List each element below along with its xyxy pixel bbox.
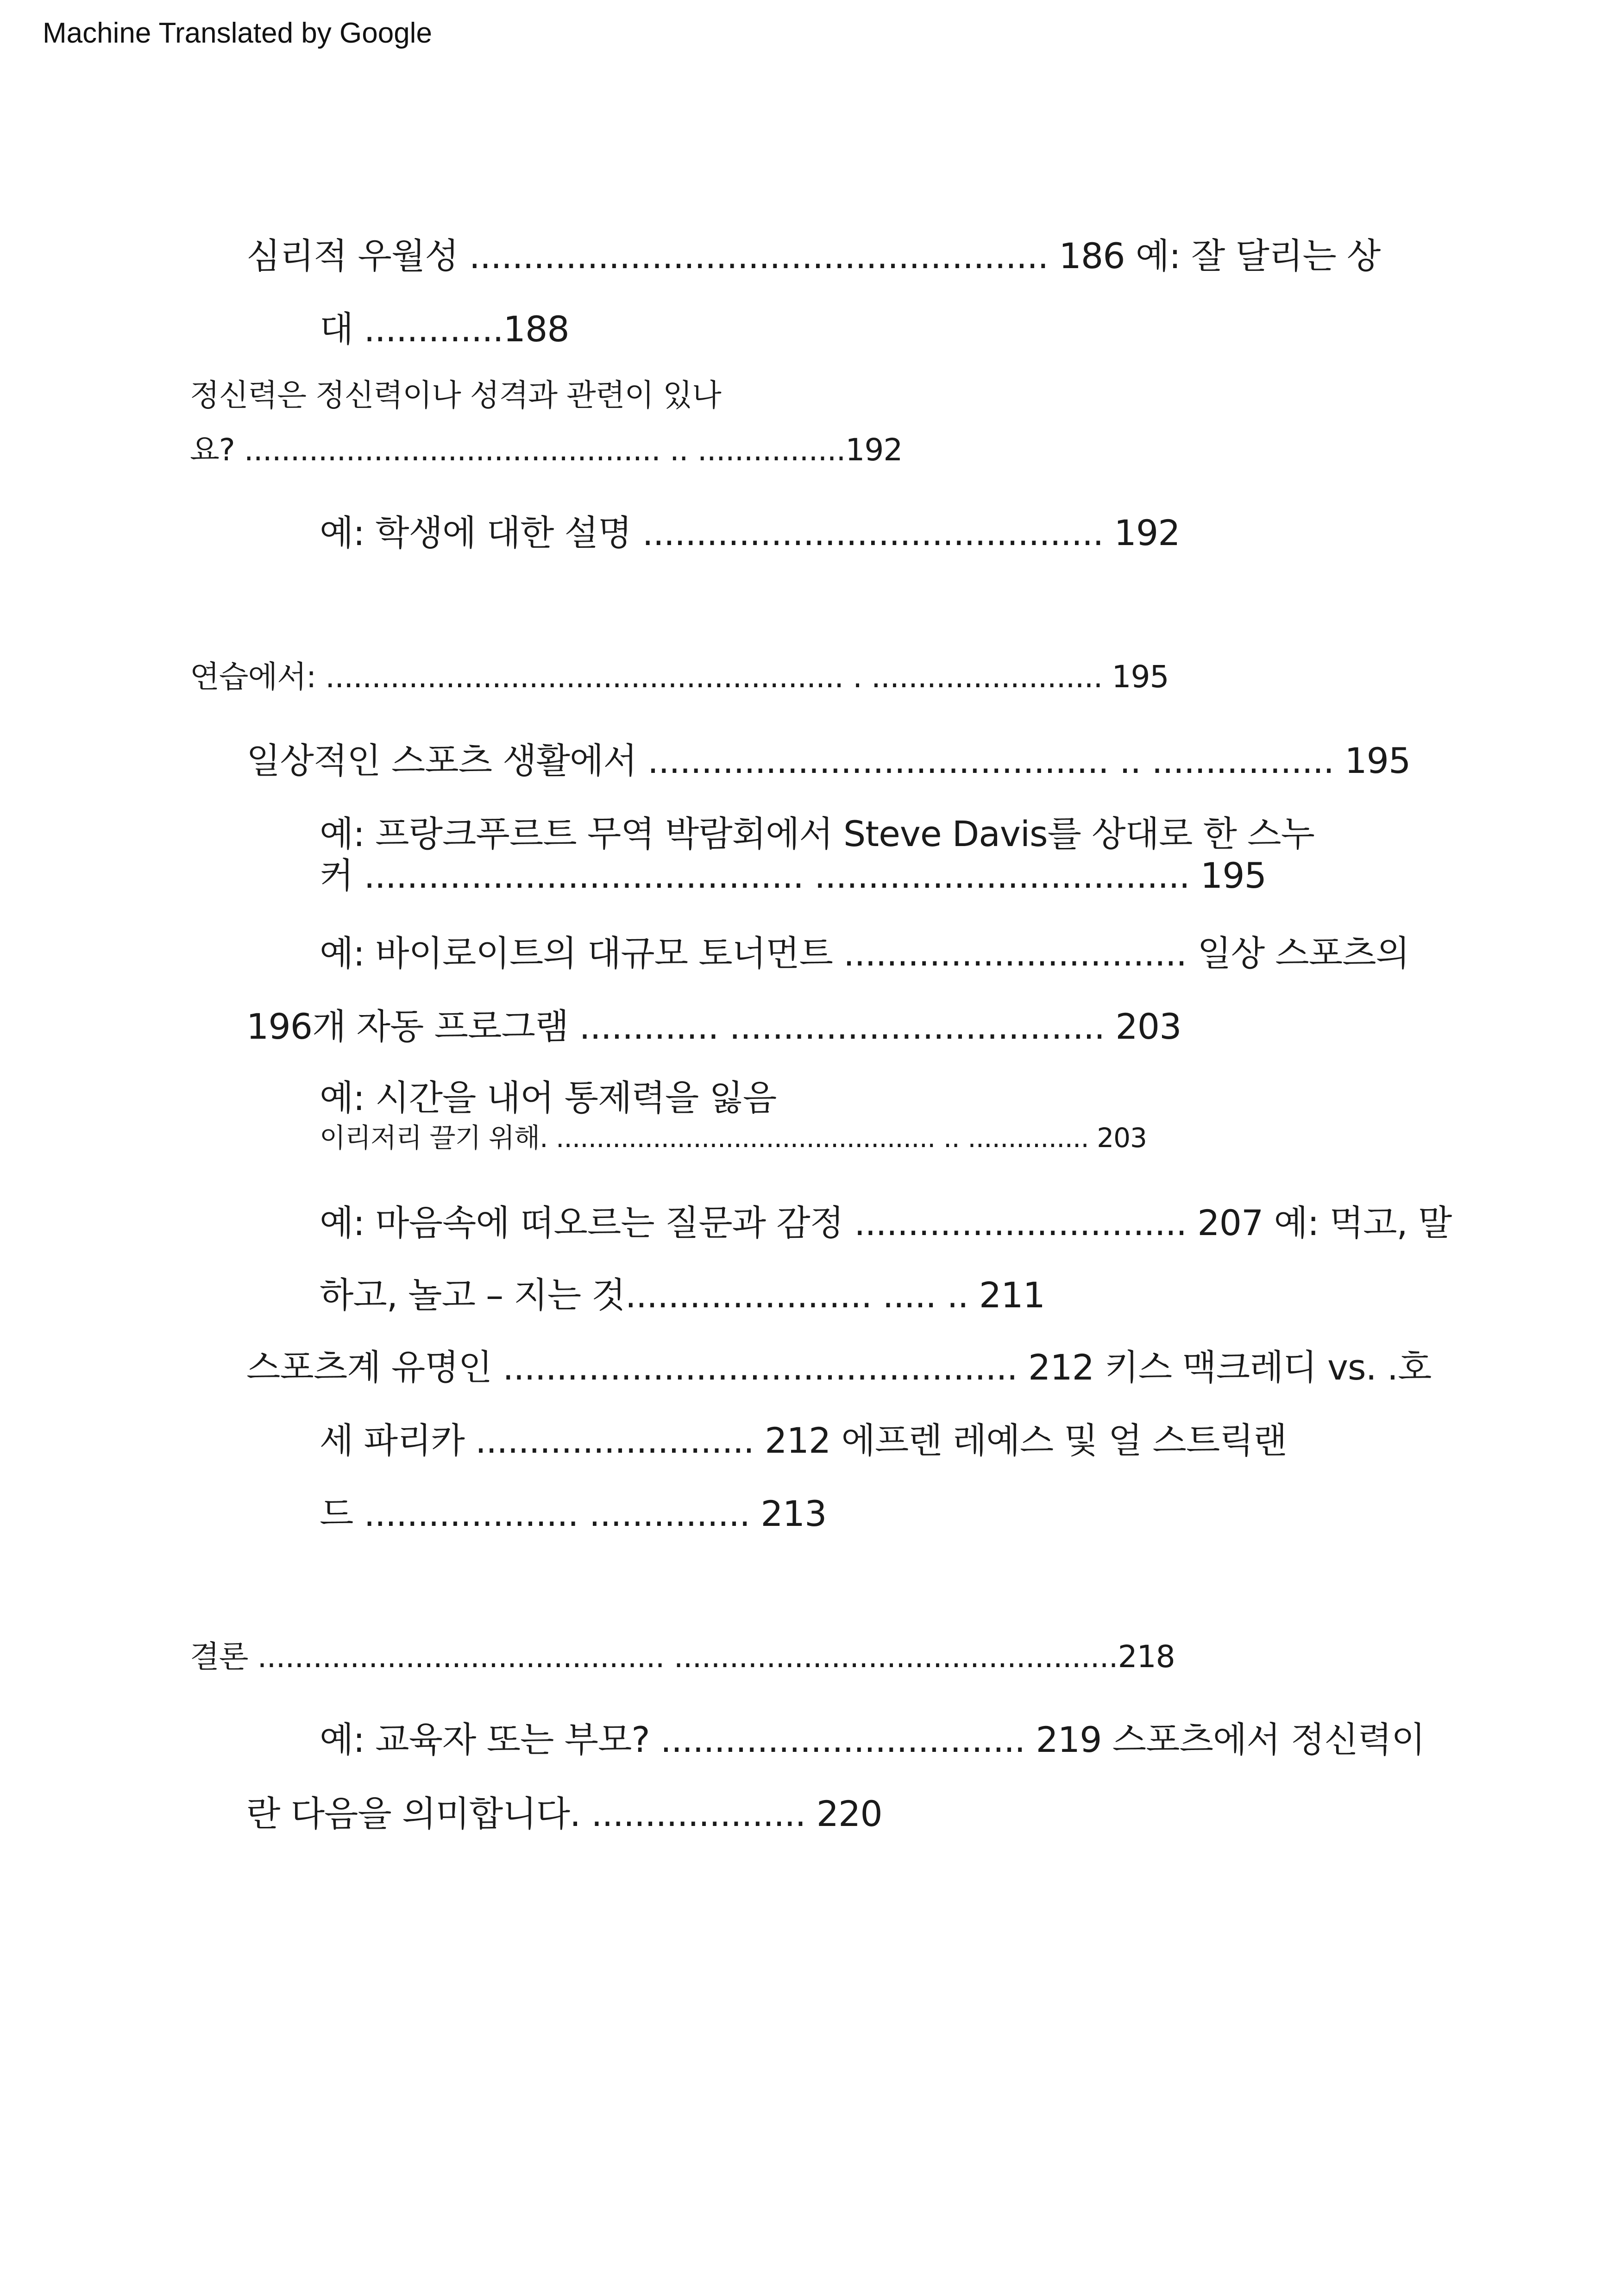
toc-entry-mental-toughness-question: 정신력은 정신력이나 성격과 관련이 있나 — [190, 377, 721, 413]
toc-entry-continuation: 이리저리 끌기 위해. ............................................... .. ............... 203 — [320, 1122, 1147, 1154]
toc-section-conclusion: 결론 ............................................ ................................................218 — [190, 1639, 1175, 1675]
toc-section-in-practice: 연습에서: ........................................................ . ......................... 195 — [190, 659, 1169, 695]
toc-entry-losing-control: 예: 시간을 내어 통제력을 잃음 — [320, 1077, 777, 1118]
toc-entry-automatic-programs: 196개 자동 프로그램 ............. ................................... 203 — [246, 1006, 1181, 1047]
machine-translation-banner: Machine Translated by Google — [43, 17, 432, 49]
toc-entry-continuation: 커 ......................................... ................................... 195 — [320, 855, 1266, 896]
toc-entry-continuation: 요? ............................................. .. ................192 — [190, 432, 903, 468]
toc-entry-bayreuth-tournament: 예: 바이로이트의 대규모 토너먼트 ................................ 일상 스포츠의 — [320, 933, 1409, 974]
toc-entry-continuation: 세 파리카 .......................... 212 에프렌 레예스 및 얼 스트릭랜 — [320, 1420, 1287, 1461]
toc-entry-student-description: 예: 학생에 대한 설명 ........................................... 192 — [320, 512, 1180, 553]
toc-entry-psychological-superiority: 심리적 우월성 ...................................................... 186 예: 잘 달리는 상 — [246, 235, 1381, 276]
toc-entry-sports-celebrities: 스포츠계 유명인 ................................................ 212 키스 맥크레디 vs. .호 — [246, 1347, 1432, 1388]
toc-entry-continuation: 하고, 놀고 – 지는 것....................... ..... .. 211 — [320, 1274, 1045, 1316]
toc-entry-continuation: 드 .................... ............... 213 — [320, 1493, 827, 1534]
toc-entry-questions-and-emotions: 예: 마음속에 떠오르는 질문과 감정 ............................... 207 예: 먹고, 말 — [320, 1202, 1452, 1243]
toc-entry-continuation: 대 .............188 — [320, 308, 569, 350]
toc-entry-continuation: 란 다음을 의미합니다. .................... 220 — [246, 1793, 882, 1834]
toc-entry-snooker-frankfurt: 예: 프랑크푸르트 무역 박람회에서 Steve Davis를 상대로 한 스누 — [320, 813, 1314, 854]
toc-entry-everyday-sports-life: 일상적인 스포츠 생활에서 ........................................... .. ................. 195 — [246, 740, 1411, 781]
toc-entry-educator-or-parent: 예: 교육자 또는 부모? .................................. 219 스포츠에서 정신력이 — [320, 1719, 1425, 1760]
